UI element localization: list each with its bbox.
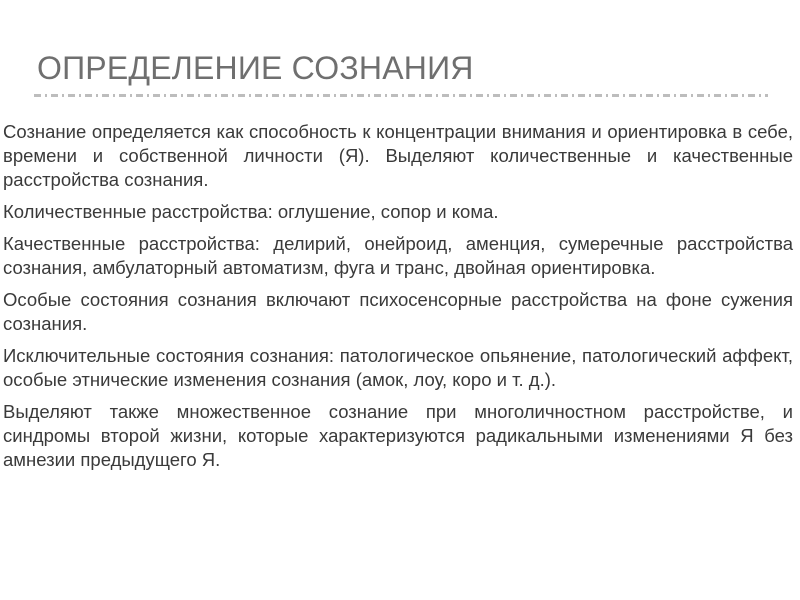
slide-body bbox=[3, 120, 793, 480]
paragraph-qualitative: Качественные расстройства: делирий, онейроид, аменция, сумеречные расстройства сознания, амбулаторный автоматизм, фуга и транс, двойная ориентировка. bbox=[3, 233, 793, 278]
paragraph-special-states: Особые состояния сознания включают психосенсорные расстройства на фоне сужения сознания. bbox=[3, 289, 793, 334]
title-divider bbox=[34, 94, 768, 97]
paragraph-multiple-consciousness: Выделяют также множественное сознание при многоличностном расстройстве, и синдромы второй жизни, которые характеризуются радикальными изменениями Я без амнезии предыдущего Я. bbox=[3, 401, 793, 470]
paragraph-exceptional-states: Исключительные состояния сознания: патологическое опьянение, патологический аффект, особые этнические изменения сознания (амок, лоу, коро и т. д.). bbox=[3, 345, 793, 390]
paragraph-definition: Сознание определяется как способность к концентрации внимания и ориентировка в себе, времени и собственной личности (Я). Выделяют количественные и качественные расстройства сознания. bbox=[3, 121, 793, 190]
slide-title: ОПРЕДЕЛЕНИЕ СОЗНАНИЯ bbox=[37, 50, 474, 86]
paragraph-quantitative: Количественные расстройства: оглушение, сопор и кома. bbox=[3, 201, 499, 222]
